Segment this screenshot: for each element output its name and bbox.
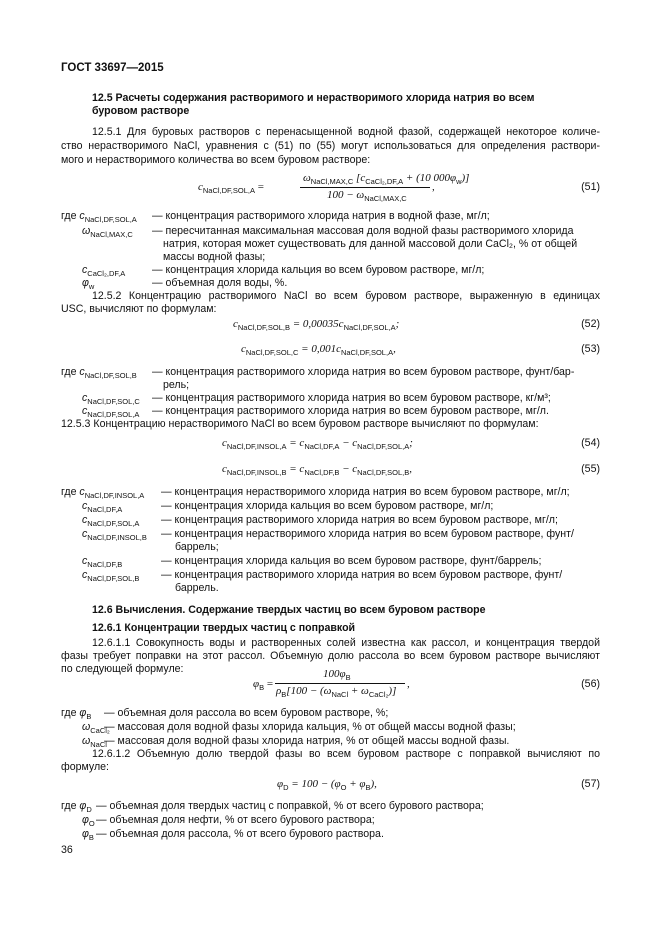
def-51-symbol-5: $c_{CaCl_2,DF,A}$ (82, 264, 126, 278)
def-52-text-1: — концентрация растворимого хлорида натрия во всем буровом растворе, фунт/бар- (152, 366, 575, 378)
def-51-symbol-1: где $c_{NaCl,DF,SOL,A}$ (61, 210, 137, 224)
def-54-text-4: — концентрация нерастворимого хлорида натрия во всем буровом растворе, фунт/ (161, 528, 574, 540)
def-56-symbol-2: $\omega_{CaCl_2}$ (82, 721, 110, 735)
paragraph-12-5-2-line1: 12.5.2 Концентрацию растворимого NaCl во всем буровом растворе, выраженную в единицах (92, 290, 600, 302)
def-57-text-1: — объемная доля твердых частиц с поправкой, % от всего бурового раствора; (96, 800, 484, 812)
equation-53-number: (53) (581, 343, 600, 355)
paragraph-12-6-1-2-line1: 12.6.1.2 Объемную долю твердой фазы во всем буровом растворе с поправкой вычисляют по (92, 748, 600, 760)
section-title-12-5: 12.5 Расчеты содержания растворимого и нерастворимого хлорида натрия во всем (92, 92, 535, 104)
def-54-text-5: баррель; (175, 541, 219, 553)
section-title-12-6: 12.6 Вычисления. Содержание твердых частиц во всем буровом растворе (92, 604, 486, 616)
section-title-12-5-cont: буровом растворе (92, 105, 190, 117)
equation-56-lhs: $\varphi_B$ = (253, 678, 274, 692)
def-51-text-5: — концентрация хлорида кальция во всем буровом растворе, мг/л; (152, 264, 485, 276)
def-54-symbol-2: $c_{NaCl,DF,A}$ (82, 500, 123, 514)
equation-56-number: (56) (581, 678, 600, 690)
def-52-symbol-4: $c_{NaCl,DF,SOL,A}$ (82, 405, 140, 419)
def-54-text-2: — концентрация хлорида кальция во всем буровом растворе, мг/л; (161, 500, 494, 512)
document-header: ГОСТ 33697—2015 (61, 62, 164, 74)
def-54-text-1: — концентрация нерастворимого хлорида натрия во всем буровом растворе, мг/л; (161, 486, 570, 498)
def-57-symbol-3: $\varphi_B$ (82, 828, 94, 842)
equation-56-numerator: $100\varphi_B$ (323, 668, 351, 682)
paragraph-12-6-1-1-line2: фазы требует поправки на этот рассол. Объемную долю рассола во всем буровом растворе вычисляют (61, 650, 600, 662)
equation-55: $c_{NaCl,DF,INSOL,B} = c_{NaCl,DF,B} - c_{NaCl,DF,SOL,B}$, (222, 463, 412, 477)
def-51-text-3: натрия, которая может существовать для данной массовой доли CaCl₂, % от общей (163, 238, 578, 250)
paragraph-12-5-1-line3: мого и нерастворимого количества во всем буровом растворе: (61, 154, 371, 166)
def-56-text-3: — массовая доля водной фазы хлорида натрия, % от общей массы водной фазы. (104, 735, 510, 747)
paragraph-12-5-1-line1: 12.5.1 Для буровых растворов с перенасыщенной водной фазой, содержащей некоторое количе- (92, 126, 600, 138)
equation-56-fraction-bar (275, 683, 405, 684)
equation-57-number: (57) (581, 778, 600, 790)
equation-54-number: (54) (581, 437, 600, 449)
def-52-text-2: рель; (163, 379, 190, 391)
equation-56-denominator: $\rho_B[100 - (\omega_{NaCl} + \omega_{CaCl_2})]$ (276, 685, 397, 699)
equation-56-tail: , (407, 678, 410, 690)
def-52-text-3: — концентрация растворимого хлорида натрия во всем буровом растворе, кг/м³; (152, 392, 551, 404)
def-56-text-2: — массовая доля водной фазы хлорида кальция, % от общей массы водной фазы; (104, 721, 516, 733)
paragraph-12-6-1-2-line2: формуле: (61, 761, 109, 773)
equation-51-fraction-bar (300, 187, 430, 188)
equation-51-number: (51) (581, 181, 600, 193)
equation-51-denominator: $100 - \omega_{NaCl,MAX,C}$ (327, 189, 407, 203)
paragraph-12-5-2-line2: USC, вычисляют по формулам: (61, 303, 217, 315)
equation-54: $c_{NaCl,DF,INSOL,A} = c_{NaCl,DF,A} - c_{NaCl,DF,SOL,A}$; (222, 437, 413, 451)
paragraph-12-5-1-line2: ство нерастворимого NaCl, уравнения с (51) по (55) могут использоваться для определения раствори- (61, 140, 600, 152)
section-title-12-6-1: 12.6.1 Концентрации твердых частиц с поправкой (92, 622, 356, 634)
def-51-text-2: — пересчитанная максимальная массовая доля водной фазы растворимого хлорида (152, 225, 574, 237)
def-57-text-2: — объемная доля нефти, % от всего бурового раствора; (96, 814, 375, 826)
def-51-text-4: массы водной фазы; (163, 251, 266, 263)
def-52-symbol-1: где $c_{NaCl,DF,SOL,B}$ (61, 366, 137, 380)
equation-51-numerator: $\omega_{NaCl,MAX,C}$ [$c_{CaCl_2,DF,A} + (10$ $000\varphi_w$)] (303, 172, 470, 186)
equation-57: $\varphi_D = 100 - (\varphi_O + \varphi_B)$, (277, 778, 377, 792)
def-57-symbol-2: $\varphi_O$ (82, 814, 95, 828)
equation-52: $c_{NaCl,DF,SOL,B} = 0,00035c_{NaCl,DF,SOL,A}$; (233, 318, 400, 332)
equation-55-number: (55) (581, 463, 600, 475)
def-51-symbol-2: $\omega_{NaCl,MAX,C}$ (82, 225, 133, 239)
def-54-symbol-3: $c_{NaCl,DF,SOL,A}$ (82, 514, 140, 528)
def-54-text-7: — концентрация растворимого хлорида натрия во всем буровом растворе, фунт/ (161, 569, 563, 581)
equation-51-lhs: $c_{NaCl,DF,SOL,A}$ = (198, 181, 264, 195)
def-54-text-8: баррель. (175, 582, 219, 594)
def-56-symbol-1: где $\varphi_B$ (61, 707, 92, 721)
def-54-symbol-7: $c_{NaCl,DF,SOL,B}$ (82, 569, 140, 583)
def-57-symbol-1: где $\varphi_D$ (61, 800, 92, 814)
def-52-symbol-3: $c_{NaCl,DF,SOL,C}$ (82, 392, 140, 406)
def-54-symbol-6: $c_{NaCl,DF,B}$ (82, 555, 123, 569)
page-number: 36 (61, 844, 73, 856)
equation-53: $c_{NaCl,DF,SOL,C} = 0,001c_{NaCl,DF,SOL,A}$, (241, 343, 396, 357)
equation-52-number: (52) (581, 318, 600, 330)
def-51-text-1: — концентрация растворимого хлорида натрия в водной фазе, мг/л; (152, 210, 490, 222)
def-51-symbol-6: $\varphi_w$ (82, 277, 95, 291)
def-56-text-1: — объемная доля рассола во всем буровом растворе, %; (104, 707, 389, 719)
def-54-text-6: — концентрация хлорида кальция во всем буровом растворе, фунт/баррель; (161, 555, 542, 567)
paragraph-12-5-3: 12.5.3 Концентрацию нерастворимого NaCl во всем буровом растворе вычисляют по формулам: (61, 418, 539, 430)
def-54-text-3: — концентрация растворимого хлорида натрия во всем буровом растворе, мг/л; (161, 514, 558, 526)
equation-51-tail: , (432, 181, 435, 193)
def-56-symbol-3: $\omega_{NaCl}$ (82, 735, 107, 749)
paragraph-12-6-1-1-line1: 12.6.1.1 Совокупность воды и растворенных солей известна как рассол, и концентрация твердой (92, 637, 600, 649)
paragraph-12-6-1-1-line3: по следующей формуле: (61, 663, 184, 675)
def-57-text-3: — объемная доля рассола, % от всего бурового раствора. (96, 828, 384, 840)
def-52-text-4: — концентрация растворимого хлорида натрия во всем буровом растворе, мг/л. (152, 405, 549, 417)
def-54-symbol-4: $c_{NaCl,DF,INSOL,B}$ (82, 528, 147, 542)
def-54-symbol-1: где $c_{NaCl,DF,INSOL,A}$ (61, 486, 145, 500)
def-51-text-6: — объемная доля воды, %. (152, 277, 288, 289)
